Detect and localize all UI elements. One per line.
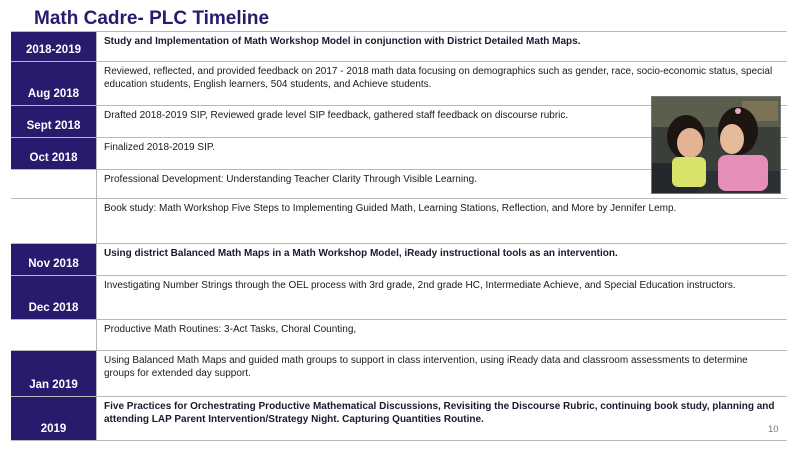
timeline-row: [11, 199, 787, 244]
timeline-date: 2018-2019: [11, 32, 97, 61]
timeline-date: [11, 170, 97, 198]
timeline-date: Dec 2018: [11, 276, 97, 319]
girl-right-face: [720, 124, 744, 154]
timeline-description: Professional Development: Understanding Teacher Clarity Through Visible Learning.: [104, 174, 477, 185]
timeline-row: [11, 244, 787, 276]
timeline-date: Nov 2018: [11, 244, 97, 275]
timeline-date: Aug 2018: [11, 62, 97, 105]
girl-right-shirt: [718, 155, 768, 191]
timeline-description: Using Balanced Math Maps and guided math groups to support in class intervention, using iReady data and classroom assessments to determine groups for extended day support.: [104, 355, 748, 379]
students-photo: [651, 96, 781, 194]
girl-left-shirt: [672, 157, 706, 187]
timeline-description: Finalized 2018-2019 SIP.: [104, 142, 216, 153]
timeline-description: Book study: Math Workshop Five Steps to Implementing Guided Math, Learning Stations, Reflection, and More by Jennifer Lemp.: [104, 203, 677, 214]
timeline-description: Using district Balanced Math Maps in a Math Workshop Model, iReady instructional tools as an intervention.: [104, 248, 618, 259]
timeline-description: Productive Math Routines: 3-Act Tasks, Choral Counting,: [104, 324, 357, 335]
timeline-row: [11, 276, 787, 320]
girl-left-face: [677, 128, 703, 158]
students-illustration: [652, 97, 780, 193]
timeline-table: [11, 31, 787, 441]
timeline-row: [11, 320, 787, 351]
hair-clip: [735, 108, 741, 114]
page-number: 10: [768, 424, 779, 435]
timeline-description: Study and Implementation of Math Workshop Model in conjunction with District Detailed Math Maps.: [104, 36, 581, 47]
timeline-date: [11, 320, 97, 350]
timeline-date: Sept 2018: [11, 106, 97, 137]
timeline-date: Oct 2018: [11, 138, 97, 169]
timeline-date: Jan 2019: [11, 351, 97, 396]
timeline-description: Reviewed, reflected, and provided feedback on 2017 - 2018 math data focusing on demographics such as gender, race, socio-economic status, special education students, English learners, 504 students, and Achieve students.: [104, 66, 773, 90]
timeline-row: [11, 397, 787, 441]
timeline-description: Five Practices for Orchestrating Productive Mathematical Discussions, Revisiting the Discourse Rubric, continuing book study, planning and attending LAP Parent Intervention/Strategy Night. Capturing Quantities Routine.: [104, 401, 775, 425]
timeline-date: 2019: [11, 397, 97, 440]
timeline-description: Drafted 2018-2019 SIP, Reviewed grade level SIP feedback, gathered staff feedback on discourse rubric.: [104, 110, 569, 121]
timeline-row: [11, 351, 787, 397]
timeline-description: Investigating Number Strings through the OEL process with 3rd grade, 2nd grade HC, Intermediate Achieve, and Special Education instructors.: [104, 280, 736, 291]
timeline-row: [11, 32, 787, 62]
page-title: Math Cadre- PLC Timeline: [34, 8, 270, 29]
timeline-date: [11, 199, 97, 243]
